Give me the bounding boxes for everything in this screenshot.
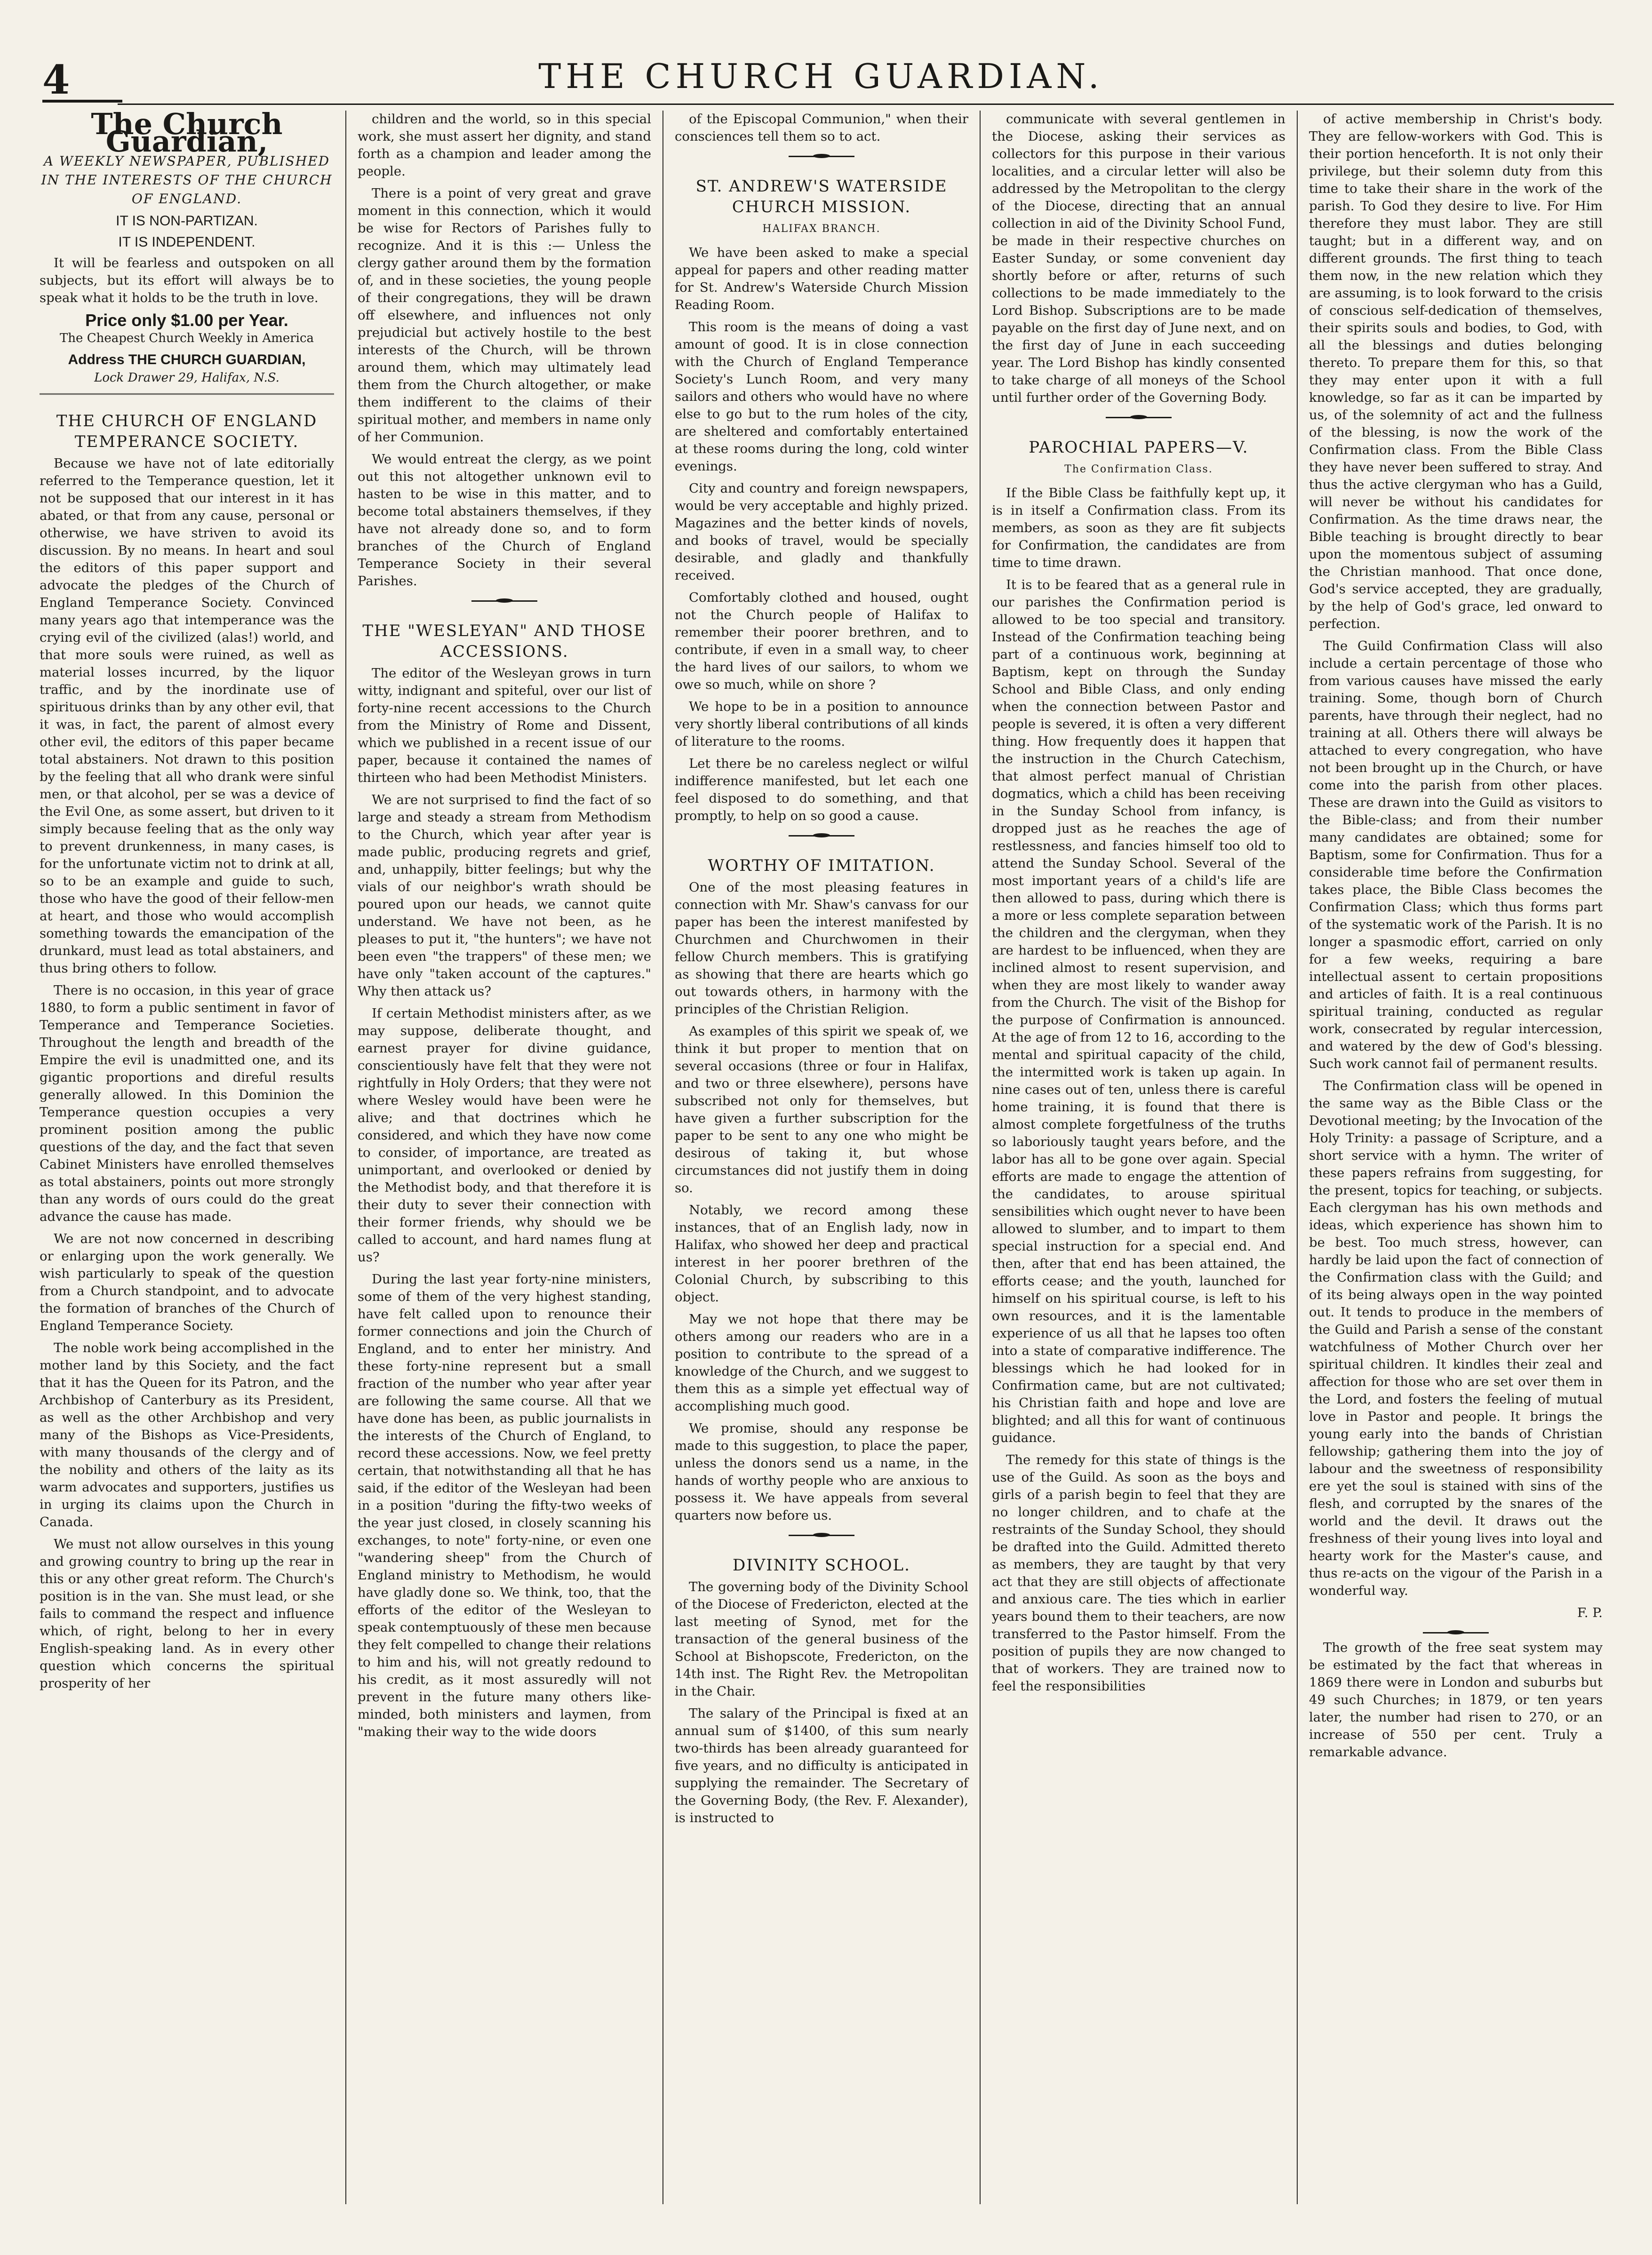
paragraph: During the last year forty-nine ministers, some of them of the very highest standing, have felt called upon to renounce their former connections and join the Church of England, and to enter her ministry. And these forty-nine represent but a small fraction of the number who year after year are following the same course. All that we have done has been, as public journalists in the interests of the Church of England, to record these accessions. Now, we feel pretty certain, that notwithstanding all that he has said, if the editor of the Wesleyan had been in a position "during the fifty-two weeks of the year just closed, in closely scanning his exchanges, to note" forty-nine, or even one "wandering sheep" from the Church of England ministry to Methodism, he would have gladly done so. We think, too, that the efforts of the editor of the Wesleyan to speak contemptuously of these men because they felt compelled to change their relations to him and his, will not greatly redound to his credit, as it most assuredly will not prevent in the future many others like-minded, both ministers and laymen, from "making their way to the wide doors <box>358 1272 651 1739</box>
separator <box>1106 417 1172 421</box>
paragraph: Let there be no careless neglect or wilful indifference manifested, but let each one feel disposed to do something, and that promptly, to help on so good a cause. <box>675 756 968 823</box>
paragraph: Because we have not of late editorially referred to the Temperance question, let it not be supposed that our interest in it has abated, or that from any cause, personal or otherwise, we have striven to avoid its discussion. By no means. In heart and soul the editors of this paper support and advocate the pledges of the Church of England Temperance Society. Convinced many years ago that intemperance was the crying evil of the civilized (alas!) world, and that more souls were ruined, as well as material losses incurred, by the liquor traffic, and by the inordinate use of spirituous drinks than by any other evil, that it was, in fact, the parent of almost every other evil, the editors of this paper became total abstainers. Not drawn to this position by the feeling that all who drank were sinful men, or that alcohol, per se was a device of the Evil One, as some assert, but driven to it simply because feeling that as the only way to prevent drunkenness, in many cases, is for the unfortunate victim not to drink at all, so to be an example and guide to such, those who have the good of their fellow-men at heart, and those who would accomplish something towards the emancipation of the drunkard, must lead as total abstainers, and thus bring others to follow. <box>40 456 334 976</box>
paragraph: We must not allow ourselves in this young and growing country to bring up the rear in this or any other great reform. The Church's position is in the van. She must lead, or she fails to command the respect and influence which, of right, belong to her in every English-speaking land. As in every other question which concerns the spiritual prosperity of her <box>40 1537 334 1691</box>
paragraph: communicate with several gentlemen in the Diocese, asking their services as collectors for this purpose in their various localities, and a circular letter will also be addressed by the Metropolitan to the clergy of the Diocese, directing that an annual collection in aid of the Divinity School Fund, be made in their respective churches on Easter Sunday, or some convenient day shortly before or after, returns of such collections to be made immediately to the Lord Bishop. Subscriptions are to be made payable on the first day of June next, and on the first day of June in each succeeding year. The Lord Bishop has kindly consented to take charge of all moneys of the School until further order of the Governing Body. <box>992 112 1285 405</box>
separator <box>789 835 854 839</box>
paragraph: children and the world, so in this special work, she must assert her dignity, and stand forth as a champion and leader among the people. <box>358 112 651 179</box>
motto: It will be fearless and outspoken on all subjects, but its effort will always be to speak what it holds to be the truth in love. <box>40 255 334 305</box>
paragraph: It is to be feared that as a general rule in our parishes the Confirmation period is allowed to be too special and transitory. Instead of the Confirmation teaching being part of a continuous work, beginning at Baptism, kept on through the Sunday School and Bible Class, and only ending when the connection between Pastor and people is severed, it is often a very different thing. How frequently does it happen that the instruction in the Church Catechism, that almost perfect manual of Christian dogmatics, which a child has been receiving in the Sunday School from infancy, is dropped just as he reaches the age of restlessness, and fancies himself too old to attend the Sunday School. Several of the most important years of a child's life are then allowed to pass, during which there is a more or less complete separation between the children and the clergyman, when they are hardest to be influenced, when they are inclined almost to resent supervision, and when they are most likely to wander away from the Church. The visit of the Bishop for the purpose of Confirmation is announced. At the age of from 12 to 16, according to the mental and spiritual capacity of the child, the intermitted work is taken up again. In nine cases out of ten, unless there is careful home training, it is found that there is almost complete forgetfulness of the truths so laboriously taught years before, and the labor has all to be gone over again. Special efforts are made to engage the attention of the candidates, to arouse spiritual sensibilities which ought never to have been allowed to slumber, and to impart to them special instruction for a special end. And then, after that end has been attained, the efforts cease; and the youth, launched for himself on his spiritual course, is left to his own resources, and it is the lamentable experience of us all that he lapses too often into a state of comparative indifference. The blessings which he had looked for in Confirmation came, but are not cultivated; his Christian faith and hope and love are blighted; and all this for want of continuous guidance. <box>992 577 1285 1445</box>
column-1 <box>28 111 345 2204</box>
header-rule <box>118 104 1614 105</box>
nonpartizan-line: IT IS NON-PARTIZAN. <box>116 213 258 229</box>
address: Address THE CHURCH GUARDIAN, <box>68 352 306 367</box>
paragraph: The growth of the free seat system may be estimated by the fact that whereas in 1869 there were in London and suburbs but 49 such Churches; in 1879, or ten years later, the number had risen to 270, or an increase of 550 per cent. Truly a remarkable advance. <box>1309 1640 1603 1760</box>
paragraph: The governing body of the Divinity School of the Diocese of Fredericton, elected at the last meeting of Synod, met for the transaction of the general business of the School at Bishopscote, Fredericton, on the 14th inst. The Right Rev. the Metropolitan in the Chair. <box>675 1579 968 1699</box>
paragraph: We would entreat the clergy, as we point out this not altogether unknown evil to hasten to be wise in this matter, and to become total abstainers themselves, if they have not already done so, and to form branches of the Church of England Temperance Society in their several Parishes. <box>358 452 651 589</box>
paragraph: The editor of the Wesleyan grows in turn witty, indignant and spiteful, over our list of forty-nine recent accessions to the Church from the Ministry of Rome and Dissent, which we published in a recent issue of our paper, because it contained the names of thirteen who had been Methodist Ministers. <box>358 666 651 785</box>
cheapest-line: The Cheapest Church Weekly in America <box>59 331 314 345</box>
article-title: ST. ANDREW'S WATERSIDE CHURCH MISSION. <box>695 177 948 216</box>
separator <box>1423 1632 1489 1636</box>
paragraph: We are not now concerned in describing or enlarging upon the work generally. We wish particularly to speak of the question from a Church standpoint, and to advocate the formation of branches of the Church of England Temperance Society. <box>40 1231 334 1333</box>
section-rule <box>40 393 334 395</box>
paragraph: As examples of this spirit we speak of, we think it but proper to mention that on several occasions (three or four in Halifax, and two or three elsewhere), persons have subscribed not only for themselves, but have given a further subscription for the paper to be sent to any one who might be desirous of taking it, but whose circumstances did not justify them in doing so. <box>675 1024 968 1195</box>
address-box: Lock Drawer 29, Halifax, N.S. <box>94 371 279 385</box>
paragraph: City and country and foreign newspapers, would be very acceptable and highly prized. Magazines and the better kinds of novels, and books of travel, would be specially desirable, and gladly and thankfully received. <box>675 481 968 583</box>
separator <box>471 600 537 605</box>
paragraph: Notably, we record among these instances, that of an English lady, now in Halifax, who showed her deep and practical interest in her poorer brethren of the Colonial Church, by subscribing to this object. <box>675 1203 968 1305</box>
column-3 <box>662 111 980 2204</box>
paragraph: If the Bible Class be faithfully kept up, it is in itself a Confirmation class. From its members, as soon as they are fit subjects for Confirmation, the candidates are from time to time drawn. <box>992 486 1285 570</box>
page-number-rule <box>42 100 122 103</box>
paragraph: There is no occasion, in this year of grace 1880, to form a public sentiment in favor of Temperance and Temperance Societies. Throughout the length and breadth of the Empire the evil is unadmitted one, and its gigantic proportions and direful results generally allowed. In this Dominion the Temperance question occupies a very prominent position among the public questions of the day, and the fact that seven Cabinet Ministers have enrolled themselves as total abstainers, points out more strongly than any words of ours could do the great advance the cause has made. <box>40 983 334 1224</box>
paragraph: of active membership in Christ's body. They are fellow-workers with God. This is their portion henceforth. It is not only their privilege, but their solemn duty from this time to take their share in the work of the parish. To God they desire to live. For Him therefore they must labor. They are still taught; but in a different way, and on different grounds. The first thing to teach them now, in the new relation which they are assuming, is to look forward to the crisis of conscious self-dedication of themselves, their spirits souls and bodies, to God, with all the blessings and duties belonging thereto. To prepare them for this, so that they may enter upon it with a full knowledge, so far as it can be imparted by us, of the solemnity of act and the fullness of the blessing, is now the work of the Confirmation class. From the Bible Class they have never been suffered to stray. And thus the active clergyman who has a Guild, will never be without his candidates for Confirmation. As the time draws near, the Bible teaching is brought directly to bear upon the momentous subject of assuming the Christian manhood. That once done, God's service accepted, they are gradually, by the help of God's grace, led onward to perfection. <box>1309 112 1603 631</box>
paragraph: There is a point of very great and grave moment in this connection, which it would be wise for Rectors of Parishes fully to recognize. And it is this :— Unless the clergy gather around them by the formation of, and in these societies, the young people of their congregations, they will be drawn off elsewhere, and influences not only prejudicial but actively hostile to the best interests of the Church, will be thrown around them, which may ultimately lead them from the Church altogether, or make them indifferent to the claims of their spiritual mother, and members in name only of her Communion. <box>358 186 651 445</box>
paragraph: The Confirmation class will be opened in the same way as the Bible Class or the Devotional meeting; by the Invocation of the Holy Trinity: a passage of Scripture, and a short service with a hymn. The writer of these papers refrains from suggesting, for the present, topics for teaching, or subjects. Each clergyman has his own methods and ideas, which experience has shown him to be best. Too much stress, however, can hardly be laid upon the fact of connection of the Confirmation class with the Guild; and of its being always open in the way pointed out. It tends to produce in the members of the Guild and Parish a sense of the constant watchfulness of Mother Church over her spiritual children. It kindles their zeal and affection for those who are set over them in the Lord, and fosters the feeling of mutual love in Pastor and people. It brings the young early into the bands of Christian fellowship; gathering them into the joy of labour and the sweetness of responsibility ere yet the soul is stained with sins of the flesh, and corrupted by the snares of the world and the devil. It draws out the freshness of their young lives into loyal and hearty work for the Master's cause, and thus re-acts on the vigour of the Parish in a wonderful way. <box>1309 1078 1603 1598</box>
masthead: THE CHURCH GUARDIAN. <box>538 56 1104 96</box>
paragraph: We have been asked to make a special appeal for papers and other reading matter for St. Andrew's Waterside Church Mission Reading Room. <box>675 245 968 312</box>
paragraph: The salary of the Principal is fixed at an annual sum of $1400, of this sum nearly two-thirds has been already guaranteed for five years, and no difficulty is anticipated in supplying the remainder. The Secretary of the Governing Body, (the Rev. F. Alexander), is instructed to <box>675 1706 968 1825</box>
column-5 <box>1297 111 1614 2204</box>
separator <box>789 1535 854 1539</box>
paragraph: One of the most pleasing features in connection with Mr. Shaw's canvass for our paper has been the interest manifested by Churchmen and Churchwomen in their fellow Church members. This is gratifying as showing that there are hearts which go out towards others, in harmony with the principles of the Christian Religion. <box>675 880 968 1017</box>
article-subtitle: HALIFAX BRANCH. <box>762 223 881 235</box>
article-subtitle: The Confirmation Class. <box>1064 463 1213 475</box>
column-2 <box>345 111 662 2204</box>
price: Price only $1.00 per Year. <box>85 311 288 330</box>
paragraph: We hope to be in a position to announce very shortly liberal contributions of all kinds of literature to the rooms. <box>675 699 968 749</box>
paragraph: We are not surprised to find the fact of so large and steady a stream from Methodism to the Church, which year after year is made public, producing regrets and grief, and, unhappily, bitter feelings; but why the vials of our neighbor's wrath should be poured upon our heads, we cannot quite understand. We have not been, as he pleases to put it, "the hunters"; we have not been even "the trappers" of these men; we have only "taken account of the captures." Why then attack us? <box>358 792 651 999</box>
paragraph: We promise, should any response be made to this suggestion, to place the paper, unless the donors send us a name, in the hands of worthy people who are anxious to possess it. We have appeals from several quarters now before us. <box>675 1421 968 1523</box>
column-4 <box>980 111 1297 2204</box>
signature: F. P. <box>1577 1605 1603 1620</box>
separator <box>789 156 854 160</box>
independent-line: IT IS INDEPENDENT. <box>118 234 255 250</box>
article-title: PAROCHIAL PAPERS—V. <box>1029 438 1249 457</box>
paragraph: The Guild Confirmation Class will also include a certain percentage of those who from various causes have missed the early training. Some, though born of Church parents, have through their neglect, had no training at all. Others there will always be attached to every congregation, who have not been brought up in the Church, or have come into the parish from other places. These are drawn into the Guild as visitors to the Bible-class; and from their number many candidates are obtained; some for Baptism, some for Confirmation. Thus for a considerable time before the Confirmation takes place, the Bible Class becomes the Confirmation Class; which thus forms part of the systematic work of the Parish. It is no longer a spasmodic effort, carried on only for a few weeks, requiring a bare intellectual assent to certain propositions and articles of faith. It is a real continuous spiritual training, conducted as regular work, consecrated by regular intercession, and watered by the dew of God's blessing. Such work cannot fail of permanent results. <box>1309 638 1603 1071</box>
article-title: DIVINITY SCHOOL. <box>733 1556 910 1575</box>
paper-title: The Church Guardian, <box>91 111 283 159</box>
page-header <box>28 56 1614 108</box>
article-title: WORTHY OF IMITATION. <box>708 856 935 875</box>
article-title: THE "WESLEYAN" AND THOSE ACCESSIONS. <box>362 622 646 661</box>
paragraph: The remedy for this state of things is the use of the Guild. As soon as the boys and girls of a parish begin to feel that they are no longer children, and to chafe at the restraints of the Sunday School, they should be drafted into the Guild. Admitted thereto as members, they are taught by that very act that they are still objects of affectionate and anxious care. The ties which in earlier years bound them to their teachers, are now transferred to the Pastor himself. From the position of pupils they are now changed to that of workers. They are trained now to feel the responsibilities <box>992 1452 1285 1694</box>
paragraph: If certain Methodist ministers after, as we may suppose, deliberate thought, and earnest prayer for divine guidance, conscientiously have felt that they were not rightfully in Holy Orders; that they were not where Wesley would have been were he alive; and that doctrines which he considered, and which they have now come to consider, of importance, are treated as unimportant, and overlooked or denied by the Methodist body, and that therefore it is their duty to sever their connection with their former friends, why should we be called to account, and hard names flung at us? <box>358 1006 651 1265</box>
paragraph: This room is the means of doing a vast amount of good. It is in close connection with the Church of England Temperance Society's Lunch Room, and very many sailors and others who would have no where else to go but to the rum holes of the city, are sheltered and comfortably entertained at these rooms during the long, cold winter evenings. <box>675 319 968 474</box>
columns <box>28 111 1614 2204</box>
paper-subtitle: A WEEKLY NEWSPAPER, PUBLISHED IN THE INTERESTS OF THE CHURCH OF ENGLAND. <box>41 153 333 207</box>
paragraph: The noble work being accomplished in the mother land by this Society, and the fact that it has the Queen for its Patron, and the Archbishop of Canterbury as its President, as well as the other Archbishop and very many of the Bishops as Vice-Presidents, with many thousands of the clergy and of the nobility and others of the laity as its warm advocates and supporters, justifies us in urging its claims upon the Church in Canada. <box>40 1340 334 1530</box>
paragraph: Comfortably clothed and housed, ought not the Church people of Halifax to remember their poorer brethren, and to contribute, if even in a small way, to cheer the hard lives of our sailors, to whom we owe so much, while on shore ? <box>675 590 968 692</box>
article-title: THE CHURCH OF ENGLAND TEMPERANCE SOCIETY. <box>56 412 318 451</box>
page-number: 4 <box>42 56 70 103</box>
paragraph: May we not hope that there may be others among our readers who are in a position to contribute to the spread of a knowledge of the Church, and we suggest to them this as a simple yet effectual way of accomplishing much good. <box>675 1312 968 1414</box>
paragraph: of the Episcopal Communion," when their consciences tell them so to act. <box>675 112 968 144</box>
